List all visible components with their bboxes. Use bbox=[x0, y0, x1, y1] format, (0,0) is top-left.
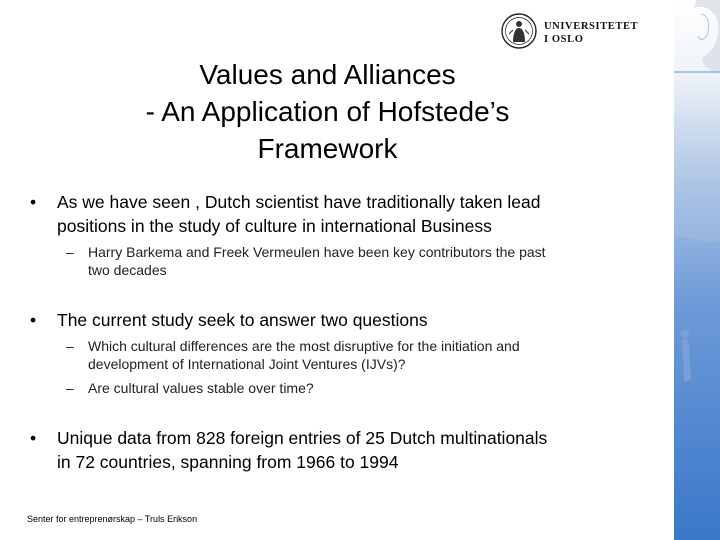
logo-text-line1: UNIVERSITETET bbox=[544, 21, 639, 32]
bullet-2-sub-1-line-2: development of International Joint Ventures (IJVs)? bbox=[88, 356, 406, 372]
slide-footer: Senter for entreprenørskap – Truls Erikson bbox=[27, 514, 198, 524]
bullet-dot: • bbox=[30, 428, 37, 448]
bullet-dot: • bbox=[30, 192, 37, 212]
bullet-1-line-2: positions in the study of culture in international Business bbox=[57, 216, 492, 236]
bullet-2-sub-1-line-1: Which cultural differences are the most disruptive for the initiation and bbox=[88, 338, 520, 354]
title-line-1: Values and Alliances bbox=[199, 59, 456, 90]
slide-title bbox=[60, 56, 595, 167]
bullet-1-sub-1-line-1: Harry Barkema and Freek Vermeulen have been key contributors the past bbox=[88, 244, 546, 260]
sub-bullet-dash: – bbox=[66, 380, 74, 396]
bullet-3-line-1: Unique data from 828 foreign entries of 25 Dutch multinationals bbox=[57, 428, 548, 448]
bullet-2-line-1: The current study seek to answer two questions bbox=[57, 310, 428, 330]
sub-bullet-dash: – bbox=[66, 244, 74, 260]
logo-text-line2: I OSLO bbox=[544, 34, 584, 45]
bullet-dot: • bbox=[30, 310, 37, 330]
bullet-2-sub-2-line-1: Are cultural values stable over time? bbox=[88, 380, 314, 396]
title-line-3: Framework bbox=[257, 133, 398, 164]
bullet-1-sub-1-line-2: two decades bbox=[88, 262, 167, 278]
sub-bullet-dash: – bbox=[66, 338, 74, 354]
university-logo bbox=[500, 12, 640, 50]
title-line-2: - An Application of Hofstede’s bbox=[145, 96, 510, 127]
bullet-1-line-1: As we have seen , Dutch scientist have traditionally taken lead bbox=[57, 192, 541, 212]
decorative-side-band bbox=[674, 0, 720, 540]
university-seal-icon bbox=[500, 12, 538, 50]
bullet-3-line-2: in 72 countries, spanning from 1966 to 1994 bbox=[57, 452, 399, 472]
